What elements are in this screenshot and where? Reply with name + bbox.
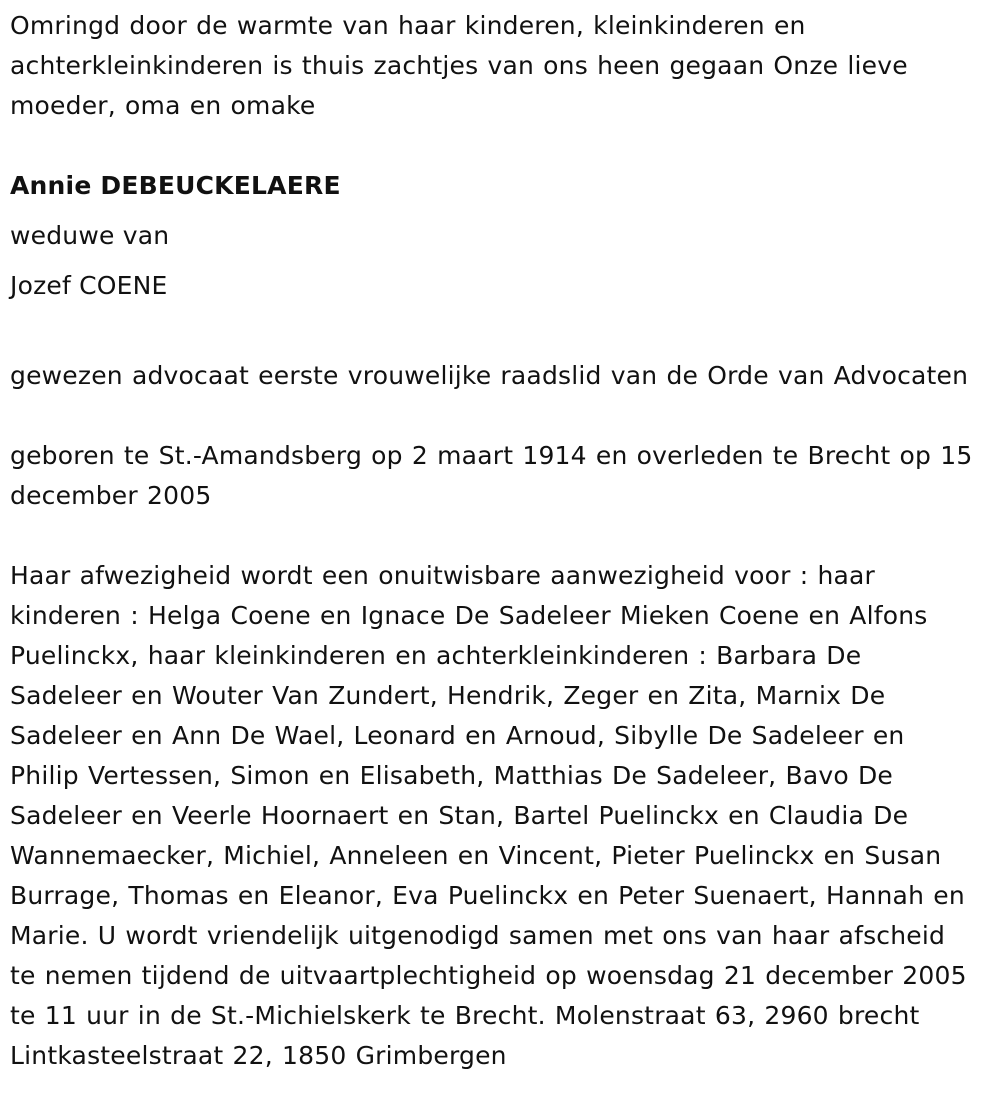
occupation-paragraph: gewezen advocaat eerste vrouwelijke raadslid van de Orde van Advocaten (10, 361, 969, 390)
deceased-name: Annie DEBEUCKELAERE (10, 171, 341, 200)
spacer (10, 516, 976, 556)
spacer (10, 256, 976, 266)
spouse-name: Jozef COENE (10, 271, 168, 300)
intro-paragraph: Omringd door de warmte van haar kinderen, kleinkinderen en achterkleinkinderen is thuis zachtjes van ons heen gegaan Onze lieve moeder, oma en omake (10, 11, 908, 120)
widow-of-label: weduwe van (10, 221, 170, 250)
spacer (10, 346, 976, 356)
spacer (10, 126, 976, 166)
birth-death-paragraph: geboren te St.-Amandsberg op 2 maart 1914 en overleden te Brecht op 15 december 2005 (10, 441, 973, 510)
spacer (10, 206, 976, 216)
family-service-paragraph: Haar afwezigheid wordt een onuitwisbare aanwezigheid voor : haar kinderen : Helga Coene en Ignace De Sadeleer Mieken Coene en Alfons Puelinckx, haar kleinkinderen en achterkleinkinderen : Barbara De Sadeleer en Wouter Van Zundert, Hendrik, Zeger en Zita, Marnix De Sadeleer en Ann De Wael, Leonard en Arnoud, Sibylle De Sadeleer en Philip Vertessen, Simon en Elisabeth, Matthias De Sadeleer, Bavo De Sadeleer en Veerle Hoornaert en Stan, Bartel Puelinckx en Claudia De Wannemaecker, Michiel, Anneleen en Vincent, Pieter Puelinckx en Susan Burrage, Thomas en Eleanor, Eva Puelinckx en Peter Suenaert, Hannah en Marie. U wordt vriendelijk uitgenodigd samen met ons van haar afscheid te nemen tijdend de uitvaartplechtigheid op woensdag 21 december 2005 te 11 uur in de St.-Michielskerk te Brecht. Molenstraat 63, 2960 brecht Lintkasteelstraat 22, 1850 Grimbergen (10, 561, 967, 1070)
spacer (10, 396, 976, 436)
spacer (10, 306, 976, 346)
